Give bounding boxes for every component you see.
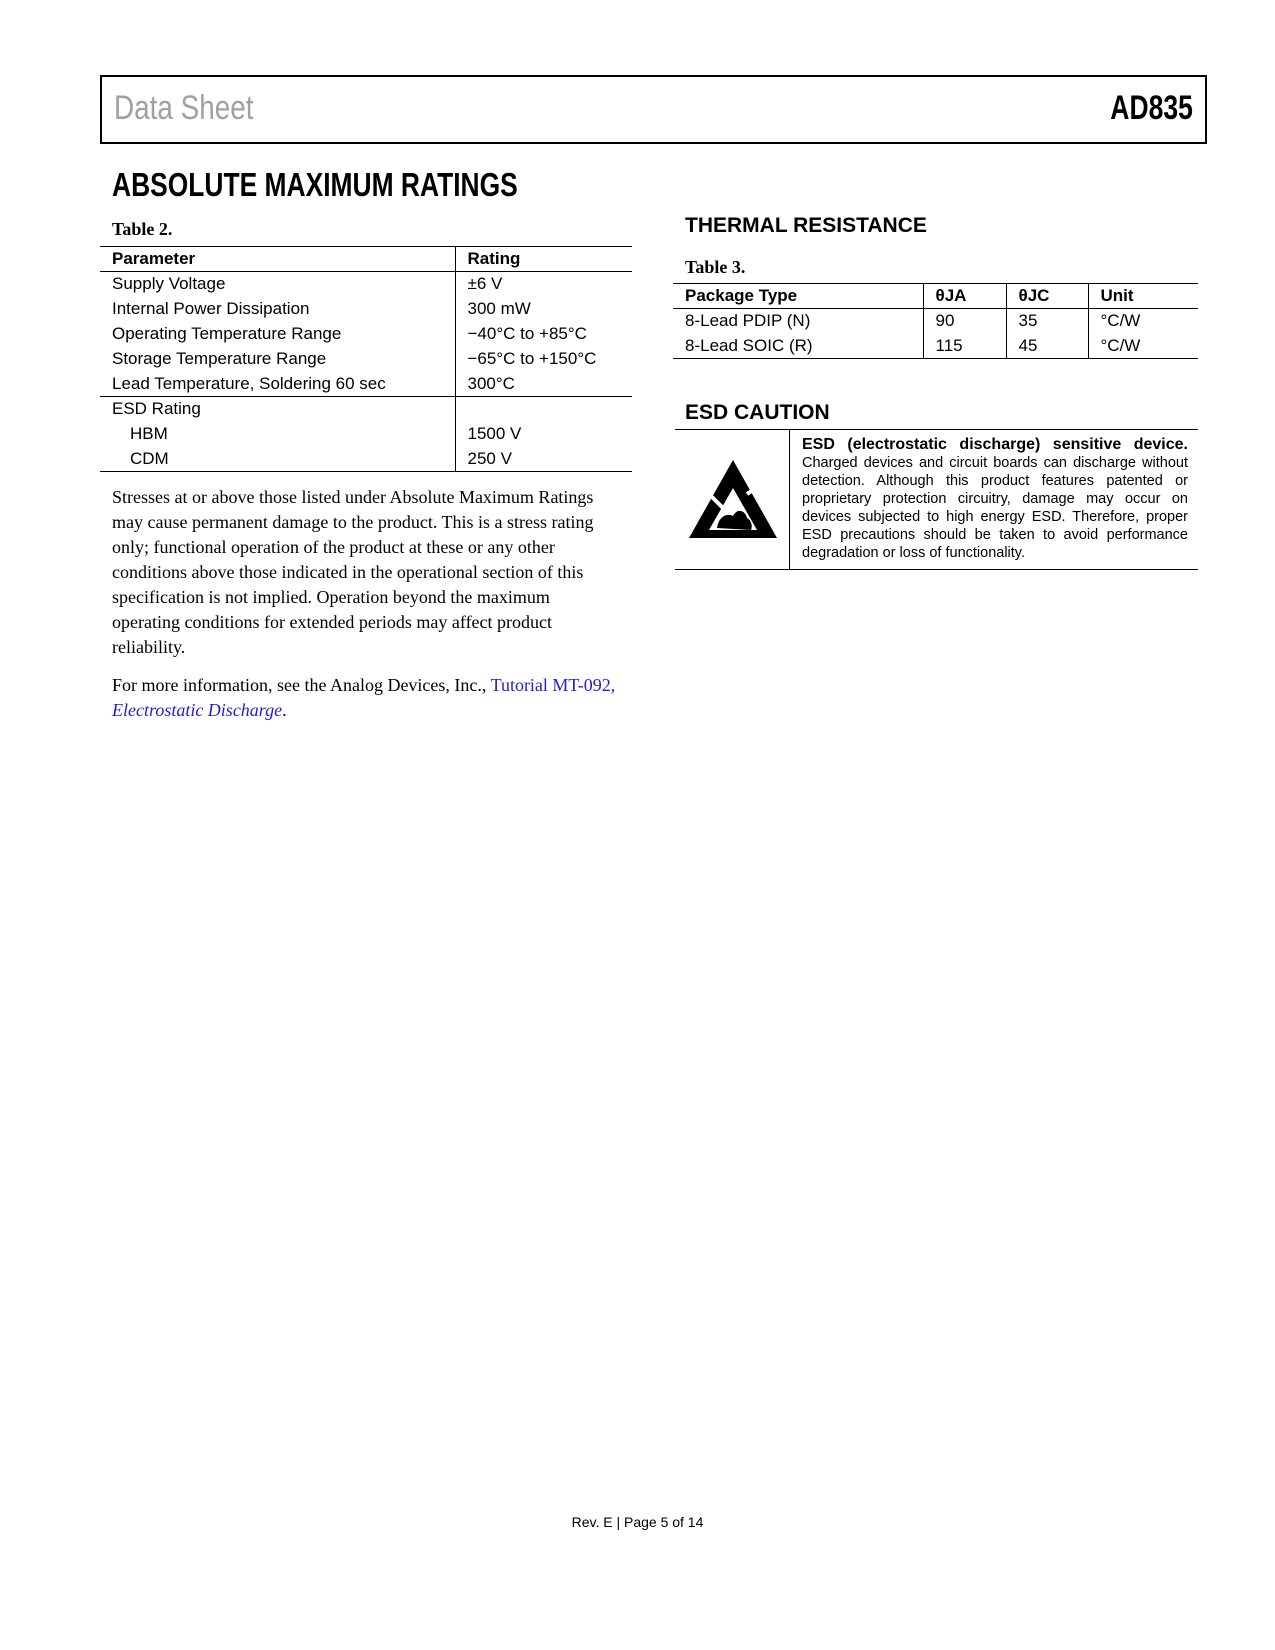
thermal-resistance-table: [673, 283, 1198, 359]
rating-cell: [455, 397, 632, 422]
rating-cell: −40°C to +85°C: [455, 322, 632, 347]
esd-divider: [789, 430, 790, 569]
parameter-cell: Operating Temperature Range: [112, 324, 342, 343]
table-row: [100, 297, 632, 322]
parameter-cell: ESD Rating: [112, 399, 201, 419]
esd-bold-statement: ESD (electrostatic discharge) sensitive device.: [802, 436, 1188, 453]
esd-warning-icon: [687, 458, 779, 540]
rating-cell: 300°C: [455, 372, 632, 397]
unit-cell: °C/W: [1088, 334, 1198, 359]
theta-jc-cell: 35: [1006, 309, 1088, 334]
column-header: Unit: [1088, 284, 1198, 309]
esd-caution-text: [802, 436, 1188, 562]
package-cell: 8-Lead PDIP (N): [685, 311, 811, 331]
theta-ja-cell: 115: [923, 334, 1006, 359]
rating-cell: 300 mW: [455, 297, 632, 322]
rating-cell: −65°C to +150°C: [455, 347, 632, 372]
esd-title: ESD CAUTION: [685, 401, 830, 424]
section-title: ABSOLUTE MAXIMUM RATINGS: [112, 166, 518, 203]
page-header: [100, 75, 1207, 144]
table-header-row: [673, 284, 1198, 309]
theta-ja-cell: 90: [923, 309, 1006, 334]
esd-caution-box: [675, 429, 1198, 570]
table-row: [100, 272, 632, 297]
table3-caption: Table 3.: [685, 257, 746, 277]
rating-cell: 1500 V: [455, 422, 632, 447]
rating-cell: ±6 V: [455, 272, 632, 297]
absolute-ratings-table: [100, 246, 632, 472]
table-row: [100, 322, 632, 347]
table-header-row: [100, 247, 632, 272]
table-row: [673, 334, 1198, 359]
column-header: θJA: [923, 284, 1006, 309]
rating-cell: 250 V: [455, 447, 632, 472]
column-header: Package Type: [685, 286, 798, 305]
table-row: [100, 422, 632, 447]
parameter-cell: Supply Voltage: [112, 274, 226, 294]
tutorial-link-title: Electrostatic Discharge: [112, 700, 283, 720]
package-cell: 8-Lead SOIC (R): [685, 335, 813, 355]
column-header: θJC: [1006, 284, 1088, 309]
table-row: [100, 397, 632, 422]
info-prefix: For more information, see the Analog Devices, Inc.,: [112, 675, 491, 695]
page-footer: Rev. E | Page 5 of 14: [571, 1514, 704, 1530]
parameter-cell: HBM: [130, 424, 168, 443]
esd-description: Charged devices and circuit boards can discharge without detection. Although this product features patented or proprietary protection circuitry, damage may occur on devices subjected to high energy ESD. Therefore, proper ESD precautions should be taken to avoid performance degradation or loss of functionality.: [802, 455, 1188, 561]
stress-paragraph: Stresses at or above those listed under Absolute Maximum Ratings may cause permanent damage to the product. This is a stress rating only; functional operation of the product at these or any other conditions above those indicated in the operational section of this specification is not implied. Operation beyond the maximum operating conditions for extended periods may affect product reliability.: [112, 487, 594, 657]
header-part-number: AD835: [1110, 89, 1193, 127]
header-doc-type: Data Sheet: [114, 89, 254, 127]
tutorial-link-text: Tutorial MT-092,: [490, 675, 616, 695]
thermal-title: THERMAL RESISTANCE: [685, 214, 927, 237]
parameter-cell: Internal Power Dissipation: [112, 299, 310, 318]
parameter-cell: CDM: [130, 448, 169, 468]
info-suffix: .: [282, 700, 287, 720]
parameter-cell: Storage Temperature Range: [112, 349, 327, 368]
theta-jc-cell: 45: [1006, 334, 1088, 359]
table-row: [100, 372, 632, 397]
parameter-cell: Lead Temperature, Soldering 60 sec: [112, 373, 386, 393]
table-row: [100, 447, 632, 472]
column-header: Rating: [455, 247, 632, 272]
table-row: [100, 347, 632, 372]
table-row: [673, 309, 1198, 334]
info-paragraph: [112, 673, 622, 723]
column-header: Parameter: [112, 249, 196, 268]
unit-cell: °C/W: [1088, 309, 1198, 334]
table2-caption: Table 2.: [112, 219, 173, 239]
